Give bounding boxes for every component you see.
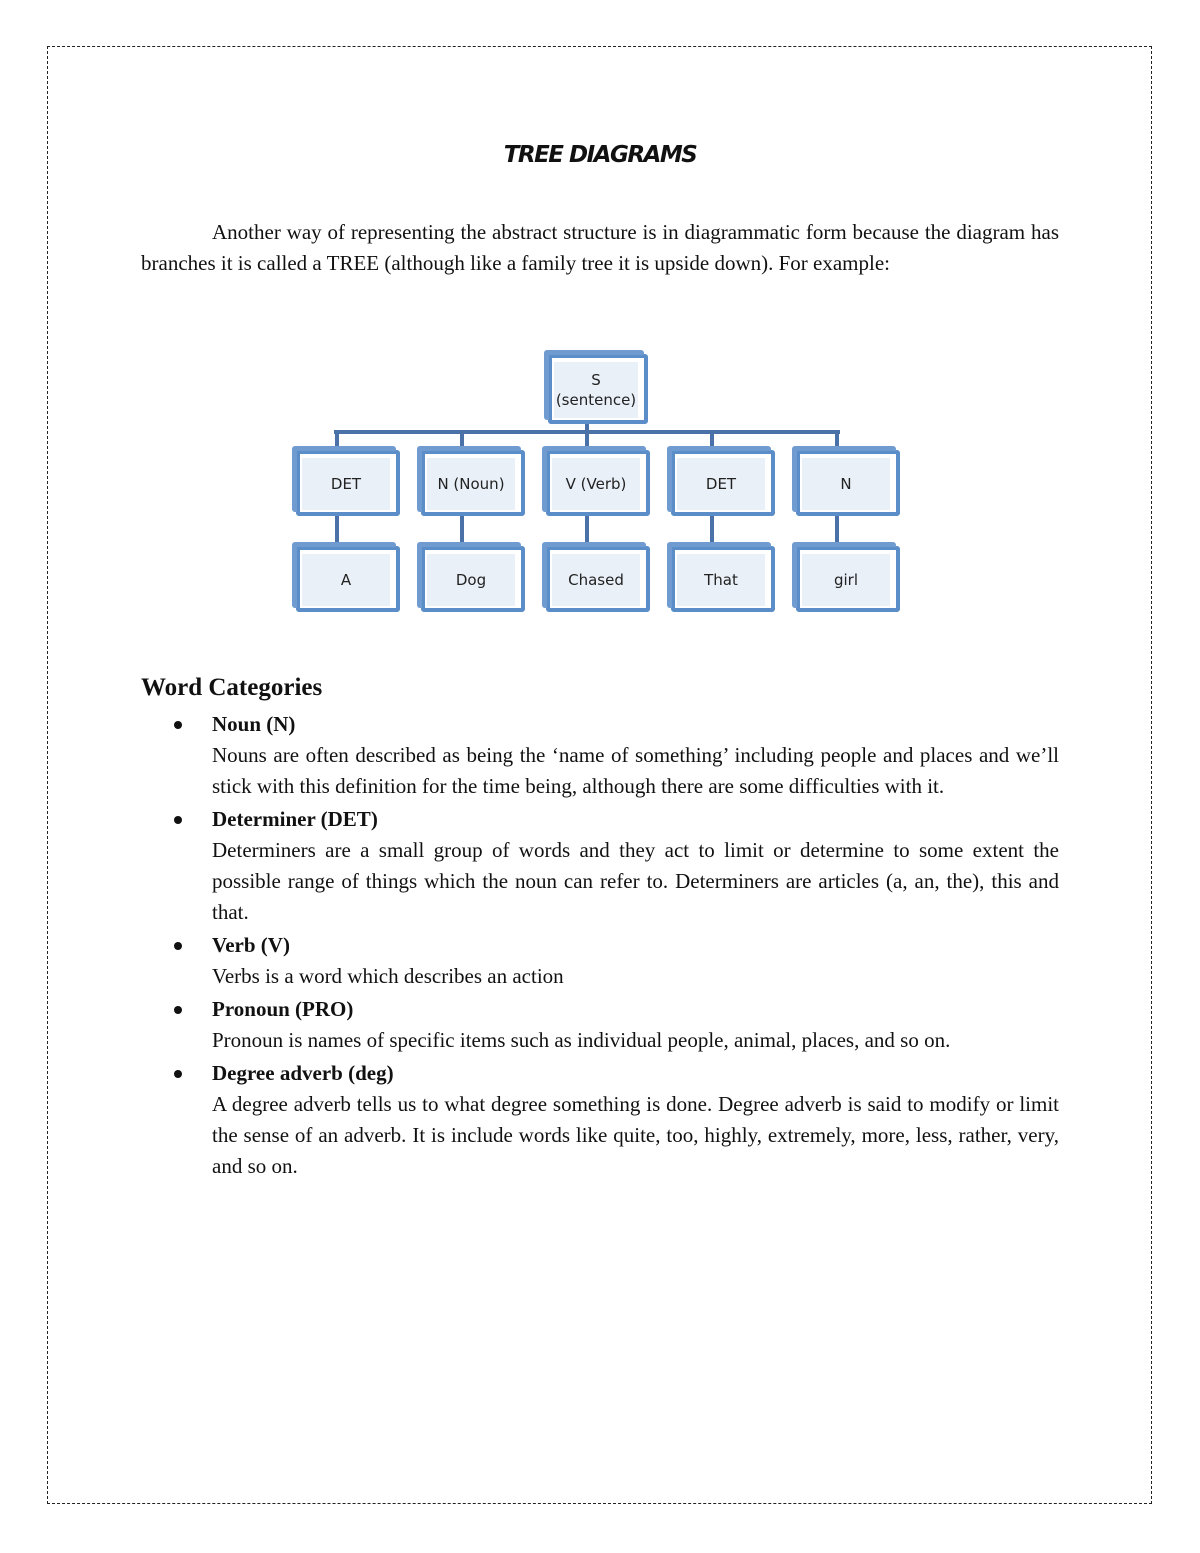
- category-description: A degree adverb tells us to what degree something is done. Degree adverb is said to modify or limit the sense of an adverb. It is include words like quite, too, highly, extremely, more, less, rather, very, and so on.: [212, 1092, 1059, 1178]
- list-item: [212, 1058, 1059, 1182]
- page-title: TREE DIAGRAMS: [503, 142, 697, 168]
- tree-node-label: V (Verb): [552, 458, 640, 510]
- category-name: Determiner (DET): [212, 807, 378, 831]
- bullet-icon: [174, 942, 182, 950]
- category-description: Verbs is a word which describes an action: [212, 964, 564, 988]
- list-item: [212, 709, 1059, 802]
- tree-node-label: Dog: [427, 554, 515, 606]
- bullet-icon: [174, 816, 182, 824]
- root-symbol: S: [591, 371, 601, 389]
- root-description: (sentence): [555, 391, 637, 409]
- tree-node-category-2: [421, 450, 525, 516]
- tree-node-word-1: [296, 546, 400, 612]
- bullet-icon: [174, 1070, 182, 1078]
- tree-node-word-3: [546, 546, 650, 612]
- word-category-list: [212, 709, 1059, 1184]
- category-name: Noun (N): [212, 712, 296, 736]
- category-name: Degree adverb (deg): [212, 1061, 394, 1085]
- tree-node-label: That: [677, 554, 765, 606]
- tree-node-category-1: [296, 450, 400, 516]
- section-heading: Word Categories: [141, 674, 323, 701]
- tree-node-word-5: [796, 546, 900, 612]
- tree-node-label: DET: [677, 458, 765, 510]
- bullet-icon: [174, 721, 182, 729]
- list-item: [212, 930, 1059, 992]
- category-name: Verb (V): [212, 933, 290, 957]
- intro-text: Another way of representing the abstract structure is in diagrammatic form because the diagram has branches it is called a TREE (although like a family tree it is upside down). For example:: [141, 220, 1059, 275]
- list-item: [212, 804, 1059, 928]
- tree-node-word-4: [671, 546, 775, 612]
- category-description: Nouns are often described as being the ‘name of something’ including people and places and we’ll stick with this definition for the time being, although there are some difficulties with it.: [212, 743, 1059, 798]
- tree-node-label: N (Noun): [427, 458, 515, 510]
- tree-node-root: [548, 354, 648, 424]
- bullet-icon: [174, 1006, 182, 1014]
- intro-paragraph: [141, 217, 1059, 279]
- category-description: Determiners are a small group of words and they act to limit or determine to some extent the possible range of things which the noun can refer to. Determiners are articles (a, an, the), this and that.: [212, 838, 1059, 924]
- tree-node-category-4: [671, 450, 775, 516]
- tree-node-label: girl: [802, 554, 890, 606]
- tree-node-label: DET: [302, 458, 390, 510]
- tree-node-word-2: [421, 546, 525, 612]
- tree-node-label: Chased: [552, 554, 640, 606]
- tree-node-category-3: [546, 450, 650, 516]
- list-item: [212, 994, 1059, 1056]
- category-description: Pronoun is names of specific items such as individual people, animal, places, and so on.: [212, 1028, 951, 1052]
- tree-node-root-label: [554, 362, 638, 418]
- category-name: Pronoun (PRO): [212, 997, 354, 1021]
- tree-node-label: A: [302, 554, 390, 606]
- tree-node-label: N: [802, 458, 890, 510]
- tree-node-category-5: [796, 450, 900, 516]
